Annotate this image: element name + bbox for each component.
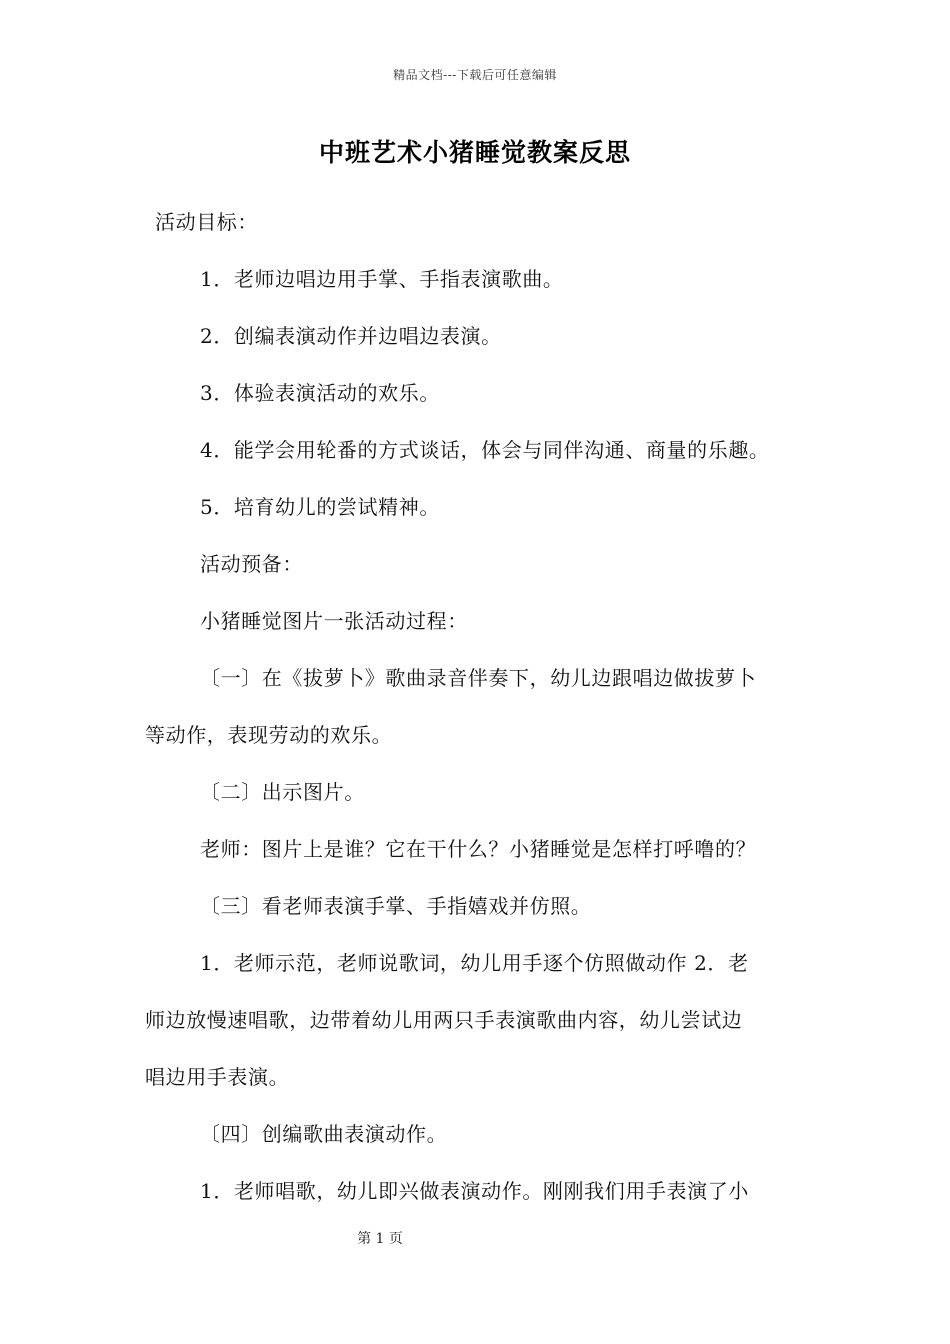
paragraph-line: 唱边用手表演。	[145, 1065, 290, 1089]
paragraph-line: 等动作，表现劳动的欢乐。	[145, 723, 393, 747]
paragraph-line: 〔二〕出示图片。	[200, 780, 365, 804]
paragraph-line: 活动目标：	[155, 210, 258, 234]
paragraph-line: 〔四〕创编歌曲表演动作。	[200, 1122, 448, 1146]
paragraph-line: 小猪睡觉图片一张活动过程：	[200, 609, 468, 633]
paragraph-line: 师边放慢速唱歌，边带着幼儿用两只手表演歌曲内容，幼儿尝试边	[145, 1008, 743, 1032]
paragraph-line: 〔一〕在《拔萝卜》歌曲录音伴奏下，幼儿边跟唱边做拔萝卜	[200, 666, 757, 690]
paragraph-line: 〔三〕看老师表演手掌、手指嬉戏并仿照。	[200, 894, 592, 918]
paragraph-line: 4．能学会用轮番的方式谈话，体会与同伴沟通、商量的乐趣。	[200, 438, 770, 462]
paragraph-line: 活动预备：	[200, 552, 303, 576]
paragraph-line: 老师：图片上是谁？它在干什么？小猪睡觉是怎样打呼噜的？	[200, 837, 757, 861]
header-note: 精品文档---下载后可任意编辑	[393, 68, 557, 82]
paragraph-line: 1．老师唱歌，幼儿即兴做表演动作。刚刚我们用手表演了小	[200, 1179, 749, 1203]
paragraph-line: 3．体验表演活动的欢乐。	[200, 381, 440, 405]
page-number: 第 1 页	[357, 1231, 403, 1247]
document-title: 中班艺术小猪睡觉教案反思	[318, 138, 631, 167]
paragraph-line: 1．老师示范，老师说歌词，幼儿用手逐个仿照做动作 2．老	[200, 951, 749, 975]
paragraph-line: 5．培育幼儿的尝试精神。	[200, 495, 440, 519]
paragraph-line: 2．创编表演动作并边唱边表演。	[200, 324, 502, 348]
paragraph-line: 1．老师边唱边用手掌、手指表演歌曲。	[200, 267, 564, 291]
